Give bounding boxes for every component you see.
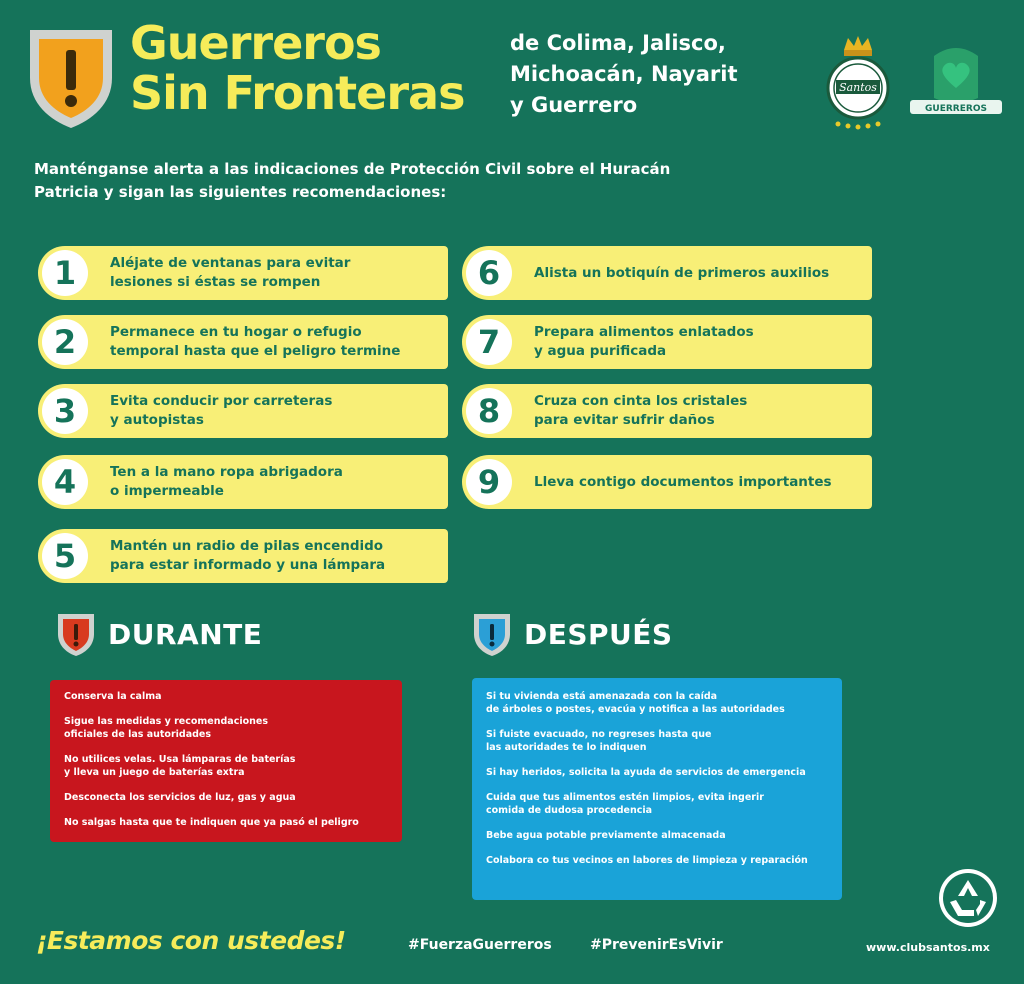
durante-item: Desconecta los servicios de luz, gas y agua: [64, 792, 296, 803]
states-line-1: de Colima, Jalisco,: [510, 31, 726, 55]
recommendation-number: 5: [42, 533, 88, 579]
durante-item: No utilices velas. Usa lámparas de baterías y lleva un juego de baterías extra: [64, 754, 296, 778]
recommendation-text: Aléjate de ventanas para evitar lesiones si éstas se rompen: [110, 255, 351, 290]
slogan: ¡Estamos con ustedes!: [36, 926, 346, 955]
durante-item: Conserva la calma: [64, 691, 162, 702]
intro-text: Manténganse alerta a las indicaciones de Protección Civil sobre el Huracán Patricia y sigan las siguientes recomendaciones:: [34, 160, 671, 201]
recommendation-text: Cruza con cinta los cristales para evitar sufrir daños: [534, 393, 748, 428]
durante-box: [50, 680, 402, 842]
despues-item: Cuida que tus alimentos estén limpios, evita ingerir comida de dudosa procedencia: [486, 792, 764, 816]
santos-logo-text: Santos: [839, 81, 877, 94]
hashtag-prevenir-es-vivir[interactable]: #PrevenirEsVivir: [590, 937, 723, 953]
recommendation-text: Permanece en tu hogar o refugio temporal hasta que el peligro termine: [110, 324, 401, 359]
recommendation-number: 1: [42, 250, 88, 296]
despues-box: [472, 678, 842, 900]
recommendation-1: [38, 246, 448, 300]
despues-item: Colabora co tus vecinos en labores de limpieza y reparación: [486, 855, 808, 866]
recommendation-4: [38, 455, 448, 509]
recommendation-text: Alista un botiquín de primeros auxilios: [534, 264, 830, 281]
despues-item: Si hay heridos, solicita la ayuda de servicios de emergencia: [486, 767, 806, 778]
durante-heading: DURANTE: [108, 618, 263, 651]
states-list: [510, 28, 738, 121]
website-link[interactable]: www.clubsantos.mx: [866, 941, 990, 954]
despues-heading: DESPUÉS: [524, 618, 673, 651]
recommendation-number: 9: [466, 459, 512, 505]
recommendation-number: 7: [466, 319, 512, 365]
recommendation-5: [38, 529, 448, 583]
states-line-3: y Guerrero: [510, 93, 638, 117]
recommendation-text: Evita conducir por carreteras y autopistas: [110, 393, 333, 428]
recommendation-text: Mantén un radio de pilas encendido para estar informado y una lámpara: [110, 538, 386, 573]
recommendation-number: 6: [466, 250, 512, 296]
states-line-2: Michoacán, Nayarit: [510, 62, 738, 86]
recommendation-3: [38, 384, 448, 438]
red-warning-shield-icon: [56, 612, 96, 658]
durante-item: Sigue las medidas y recomendaciones oficiales de las autoridades: [64, 716, 268, 740]
hashtag-fuerza-guerreros[interactable]: #FuerzaGuerreros: [408, 937, 552, 953]
recommendation-text: Ten a la mano ropa abrigadora o impermeable: [110, 464, 343, 499]
santos-logo: [824, 34, 892, 130]
recommendation-text: Lleva contigo documentos importantes: [534, 473, 832, 490]
recycle-icon: [936, 866, 1000, 930]
main-title: [130, 18, 464, 118]
despues-item: Bebe agua potable previamente almacenada: [486, 830, 726, 841]
guerreros-logo-text: GUERREROS: [925, 104, 987, 114]
recommendation-number: 2: [42, 319, 88, 365]
recommendation-6: [462, 246, 872, 300]
recommendation-number: 3: [42, 388, 88, 434]
title-line-2: Sin Fronteras: [130, 66, 465, 120]
recommendation-9: [462, 455, 872, 509]
recommendation-8: [462, 384, 872, 438]
recommendation-number: 8: [466, 388, 512, 434]
recommendation-2: [38, 315, 448, 369]
blue-warning-shield-icon: [472, 612, 512, 658]
despues-item: Si tu vivienda está amenazada con la caída de árboles o postes, evacúa y notifica a las autoridades: [486, 691, 785, 715]
warning-shield-icon: [26, 26, 116, 132]
recommendation-number: 4: [42, 459, 88, 505]
despues-item: Si fuiste evacuado, no regreses hasta que las autoridades te lo indiquen: [486, 729, 712, 753]
guerreros-logo: [906, 42, 1006, 122]
recommendation-7: [462, 315, 872, 369]
title-line-1: Guerreros: [130, 16, 381, 70]
recommendation-text: Prepara alimentos enlatados y agua purificada: [534, 324, 754, 359]
durante-item: No salgas hasta que te indiquen que ya pasó el peligro: [64, 817, 359, 828]
